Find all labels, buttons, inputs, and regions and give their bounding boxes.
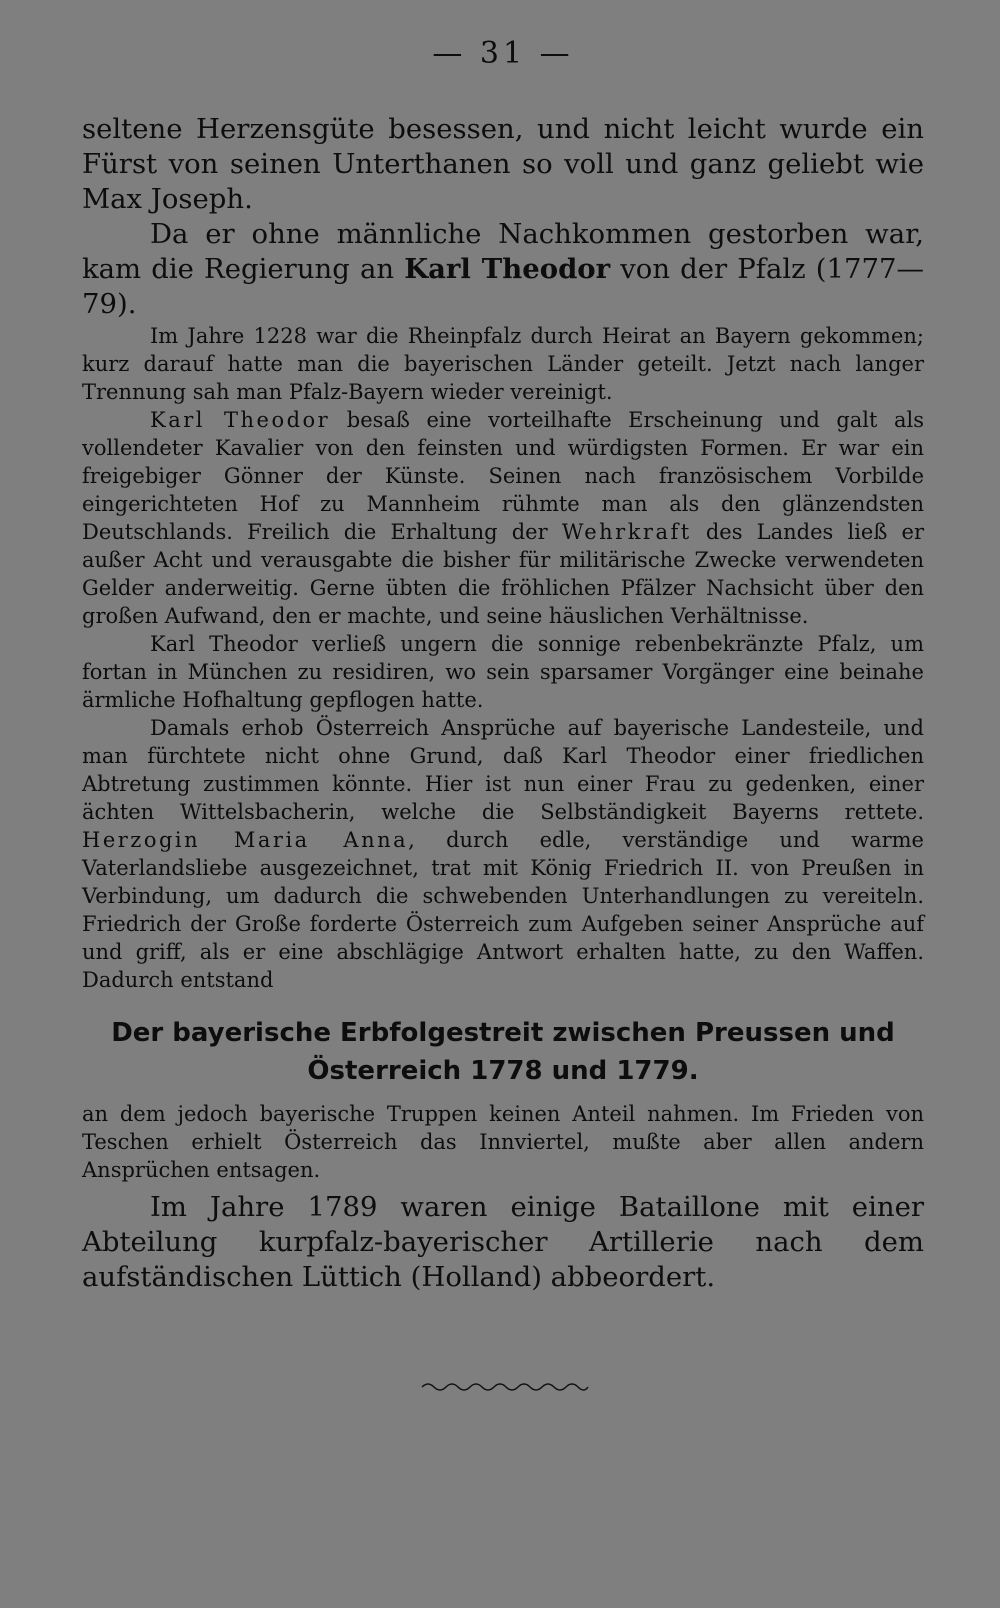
page-number: — 31 —	[432, 36, 574, 71]
page-content	[82, 36, 924, 1295]
paragraph-text: Damals erhob Österreich Ansprüche auf bayerische Landesteile, und man fürchtete nicht ohne Grund, daß Karl Theodor einer friedlichen Abtretung zustimmen könnte. Hier ist nun einer Frau zu gedenken, einer ächten Wittelsbacherin, welche die Selbständigkeit Bayerns rettete.	[82, 716, 924, 824]
paragraph-rheinpfalz: Im Jahre 1228 war die Rheinpfalz durch Heirat an Bayern gekommen; kurz darauf hatte man die bayerischen Länder geteilt. Jetzt nach langer Trennung sah man Pfalz-Bayern wieder vereinigt.	[82, 324, 924, 404]
paragraph-text: Da er ohne männliche Nachkommen gestorben war, kam die Regierung an	[82, 218, 924, 285]
ornament-divider	[420, 1380, 590, 1394]
paragraph-text: besaß eine vorteilhafte Erscheinung und galt als vollendeter Kavalier von den feinsten und würdigsten Formen. Er war ein freigebiger Gönner der Künste. Seinen nach französischem Vorbilde eingerichteten Hof zu Mannheim rühmte man als den glänzendsten Deutschlands. Freilich die Erhaltung der	[82, 408, 925, 544]
section-heading	[82, 1014, 924, 1090]
paragraph-luettich: Im Jahre 1789 waren einige Bataillone mit einer Abteilung kurpfalz-bayerischer Artillerie nach dem aufständischen Lüttich (Holland) abbeordert.	[82, 1191, 924, 1293]
paragraph-munich: Karl Theodor verließ ungern die sonnige rebenbekränzte Pfalz, um fortan in München zu residiren, wo sein sparsamer Vorgänger eine beinahe ärmliche Hofhaltung gepflogen hatte.	[82, 632, 924, 712]
paragraph-teschen: an dem jedoch bayerische Truppen keinen Anteil nahmen. Im Frieden von Teschen erhielt Österreich das Innviertel, mußte aber allen andern Ansprüchen entsagen.	[82, 1102, 924, 1182]
paragraph-text: des Landes ließ er außer Acht und verausgabte die bisher für militärische Zwecke verwendeten Gelder anderweitig. Gerne übten die fröhlichen Pfälzer Nachsicht über den großen Aufwand, den er machte, und seine häuslichen Verhältnisse.	[82, 520, 925, 628]
spaced-name: Herzogin Maria Anna	[82, 828, 409, 852]
heading-line: Der bayerische Erbfolgestreit zwischen Preussen und	[111, 1018, 895, 1048]
paragraph-text: von der Pfalz (1777—79).	[82, 253, 924, 320]
paragraph-succession	[82, 217, 924, 322]
paragraph-maria-anna	[82, 714, 924, 994]
paragraph-text: , durch edle, verständige und warme Vaterlandsliebe ausgezeichnet, trat mit König Friedrich II. von Preußen in Verbindung, um dadurch die schwebenden Unterhandlungen zu vereiteln. Friedrich der Große forderte Österreich zum Aufgeben seiner Ansprüche auf und griff, als er eine abschlägige Antwort erhalten hatte, zu den Waffen. Dadurch entstand	[82, 828, 924, 992]
paragraph-karl-theodor	[82, 406, 924, 630]
paragraph-continuation: seltene Herzensgüte besessen, und nicht leicht wurde ein Fürst von seinen Unterthanen so voll und ganz geliebt wie Max Joseph.	[82, 113, 924, 215]
spaced-name: Karl Theodor	[150, 408, 331, 432]
spaced-word: Wehrkraft	[561, 520, 692, 544]
heading-line: Österreich 1778 und 1779.	[307, 1056, 699, 1086]
ruler-name-emphasis: Karl Theodor	[404, 253, 611, 285]
